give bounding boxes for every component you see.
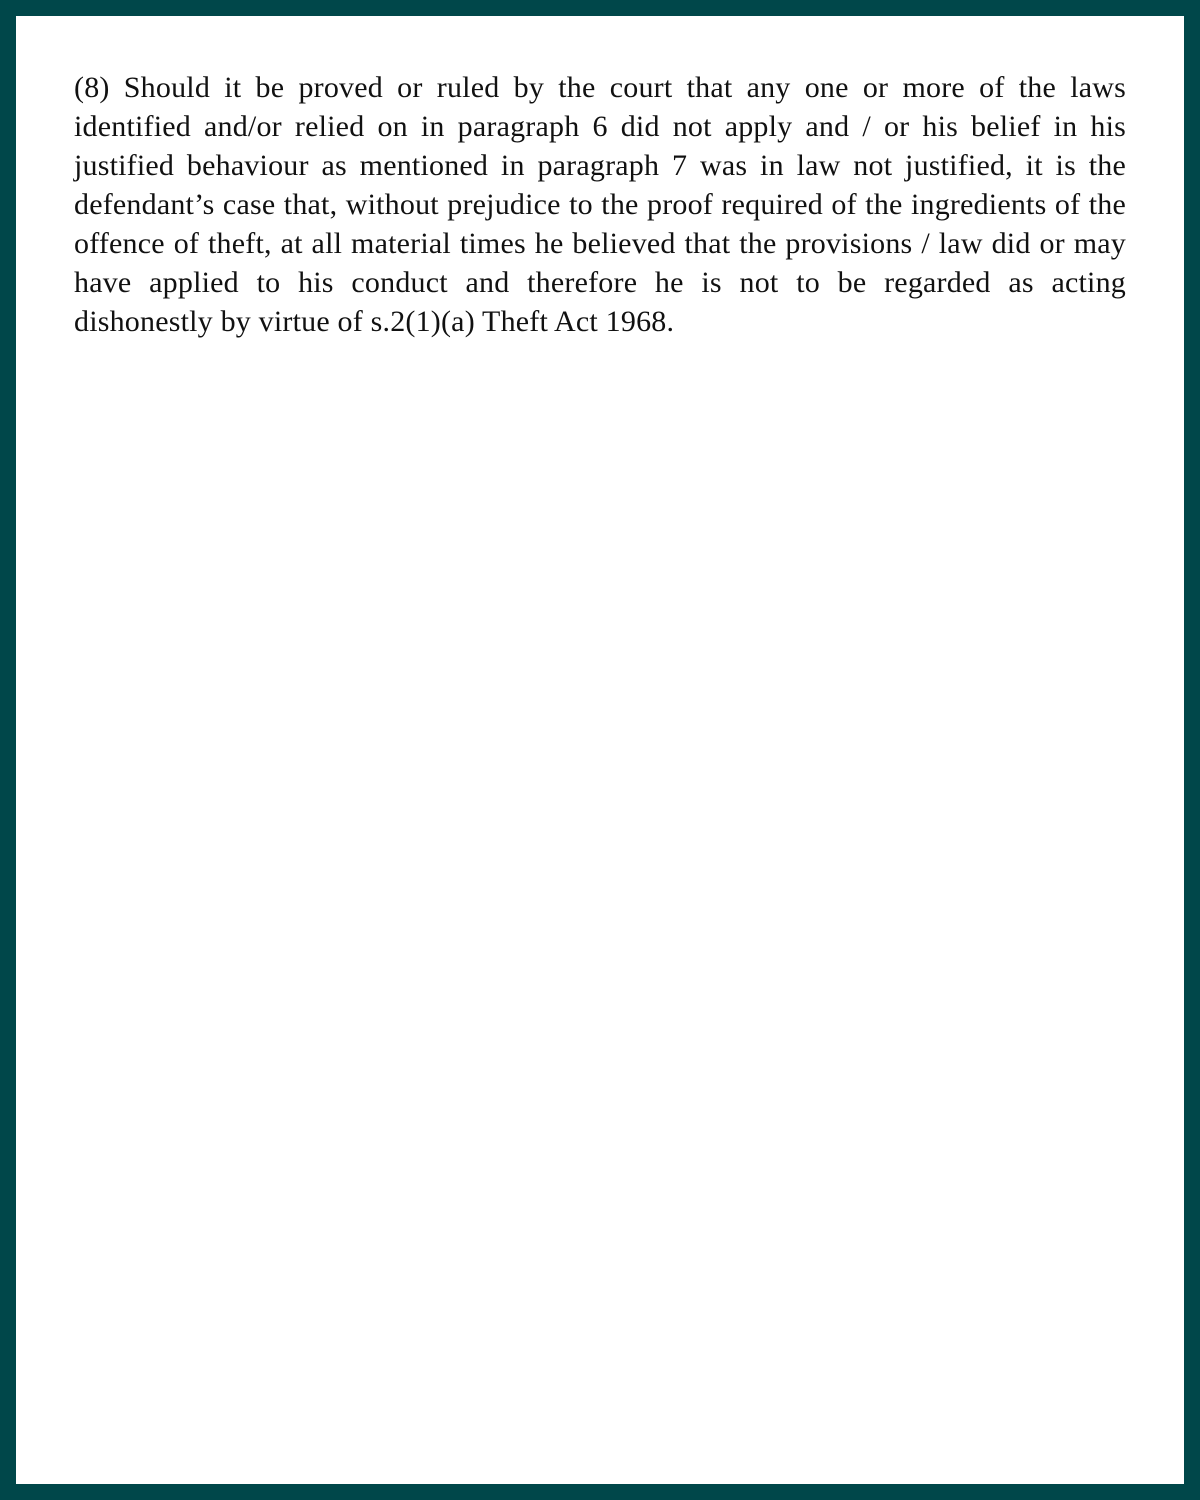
document-paragraph: (8) Should it be proved or ruled by the court that any one or more of the laws identified and/or relied on in paragraph 6 did not apply and / or his belief in his justified behaviour as mentioned in paragraph 7 was in law not justified, it is the defendant’s case that, without prejudice to the proof required of the ingredients of the offence of theft, at all material times he believed that the provisions / law did or may have applied to his conduct and therefore he is not to be regarded as acting dishonestly by virtue of s.2(1)(a) Theft Act 1968. <box>74 71 1126 338</box>
